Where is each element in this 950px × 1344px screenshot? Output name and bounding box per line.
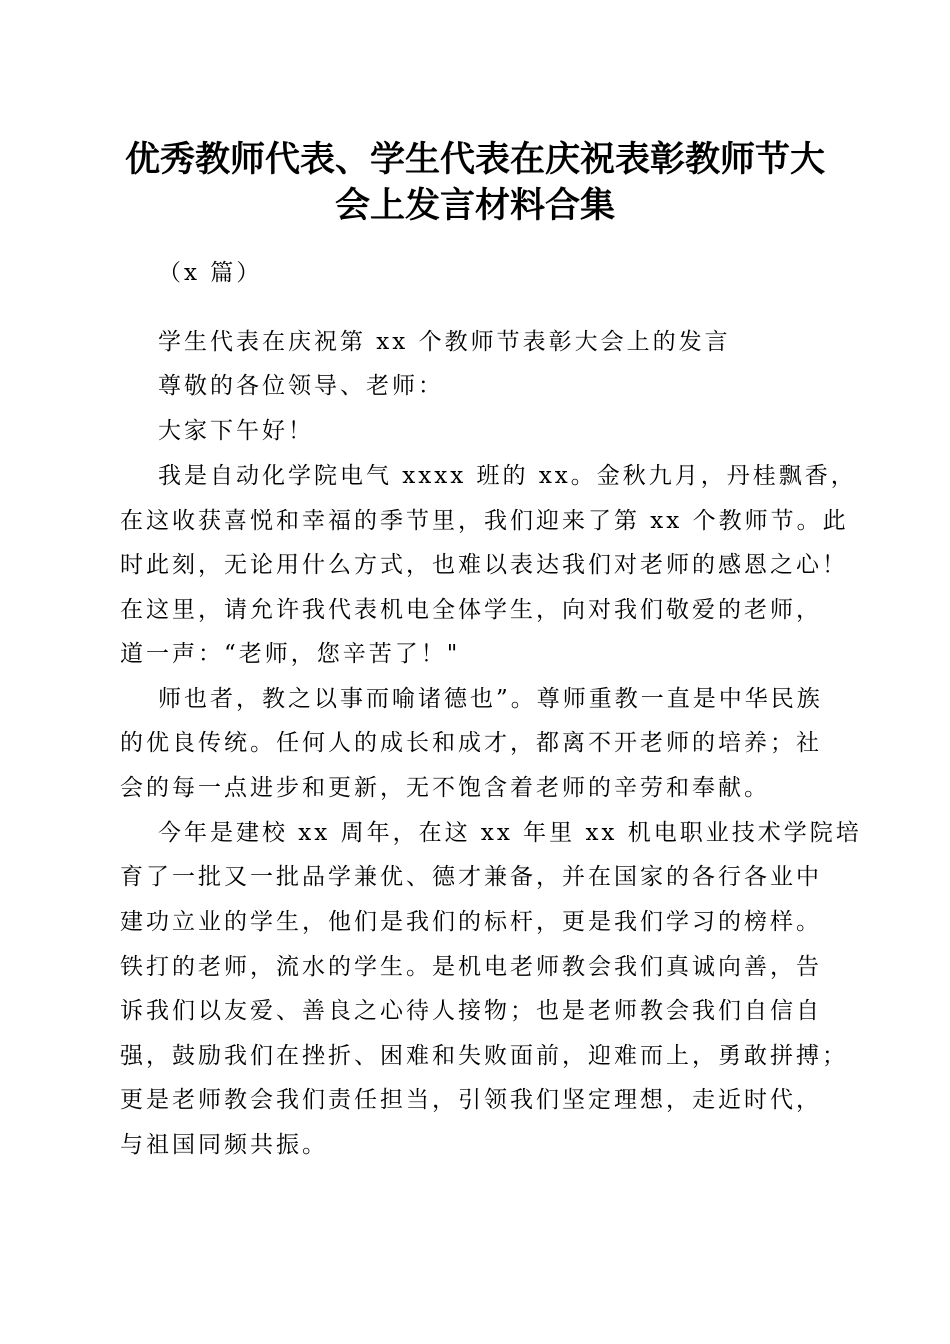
article-count-line: （x 篇） <box>158 260 263 286</box>
paragraph-3-line-8: 与祖国同频共振。 <box>120 1132 328 1158</box>
paragraph-2-line-3: 会的每一点进步和更新，无不饱含着老师的辛劳和奉献。 <box>120 775 770 801</box>
paragraph-3-line-2: 育了一批又一批品学兼优、德才兼备，并在国家的各行各业中 <box>120 864 822 890</box>
paragraph-3-line-4: 铁打的老师，流水的学生。是机电老师教会我们真诚向善，告 <box>120 954 822 980</box>
paragraph-1-line-1: 我是自动化学院电气 xxxx 班的 xx。金秋九月，丹桂飘香， <box>158 463 857 489</box>
paragraph-2-line-2: 的优良传统。任何人的成长和成才，都离不开老师的培养；社 <box>120 730 822 756</box>
document-title-line-2: 会上发言材料合集 <box>334 186 615 226</box>
speech-heading: 学生代表在庆祝第 xx 个教师节表彰大会上的发言 <box>158 329 731 355</box>
paragraph-3-line-5: 诉我们以友爱、善良之心待人接物；也是老师教会我们自信自 <box>120 998 822 1024</box>
paragraph-3-line-1: 今年是建校 xx 周年，在这 xx 年里 xx 机电职业技术学院培 <box>158 820 862 846</box>
greeting: 大家下午好！ <box>158 418 314 444</box>
paragraph-3-line-7: 更是老师教会我们责任担当，引领我们坚定理想，走近时代， <box>120 1087 822 1113</box>
paragraph-1-line-5: 道一声：“老师，您辛苦了！" <box>120 641 461 667</box>
salutation: 尊敬的各位领导、老师： <box>158 373 444 399</box>
document-title-line-1: 优秀教师代表、学生代表在庆祝表彰教师节大 <box>124 140 825 180</box>
paragraph-1-line-2: 在这收获喜悦和幸福的季节里，我们迎来了第 xx 个教师节。此 <box>120 508 849 534</box>
paragraph-1-line-3: 时此刻，无论用什么方式，也难以表达我们对老师的感恩之心！ <box>120 552 848 578</box>
paragraph-3-line-6: 强，鼓励我们在挫折、困难和失败面前，迎难而上，勇敢拼搏； <box>120 1043 848 1069</box>
paragraph-1-line-4: 在这里，请允许我代表机电全体学生，向对我们敬爱的老师， <box>120 597 822 623</box>
paragraph-2-line-1: 师也者，教之以事而喻诸德也”。尊师重教一直是中华民族 <box>158 686 823 712</box>
paragraph-3-line-3: 建功立业的学生，他们是我们的标杆，更是我们学习的榜样。 <box>120 909 822 935</box>
